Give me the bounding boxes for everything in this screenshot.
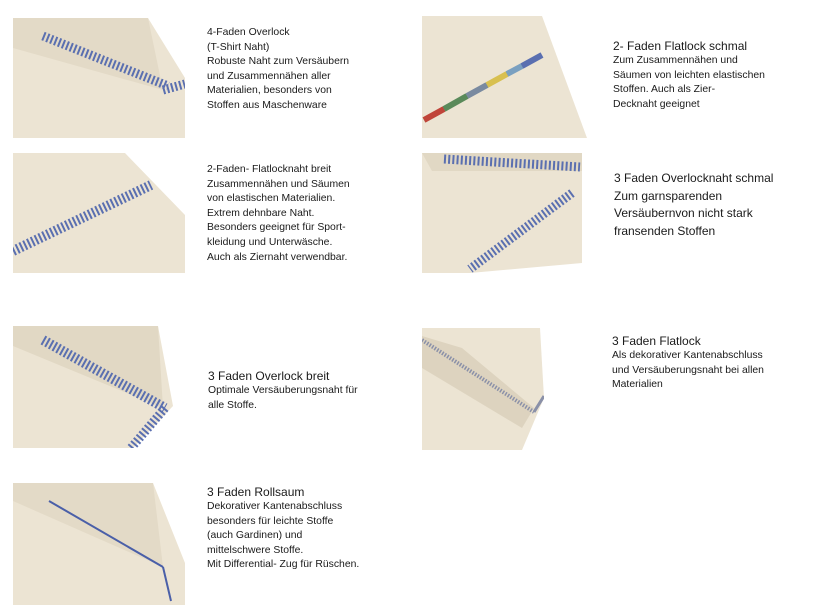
stitch-description [207, 163, 350, 265]
stitch-title: 3 Faden Rollsaum [207, 485, 305, 499]
fabric-swatch-image [422, 16, 587, 138]
description-line: und Zusammennähen aller [207, 70, 331, 82]
description-line: Stoffen. Auch als Zier- [613, 84, 716, 96]
description-line: Mit Differential- Zug für Rüschen. [207, 559, 360, 571]
fabric-swatch-image [422, 153, 587, 273]
description-line: (auch Gardinen) und [207, 530, 303, 542]
stitch-title: 3 Faden Overlock breit [208, 369, 330, 383]
description-line: Zum garnsparenden [614, 188, 723, 203]
fabric-swatch-image [13, 153, 185, 273]
description-line: Besonders geeignet für Sport- [207, 222, 346, 234]
fabric-swatch-image [13, 483, 185, 605]
description-line: Decknaht geeignet [613, 98, 700, 110]
description-line: und Versäuberungsnaht bei allen [612, 364, 764, 376]
description-line: Optimale Versäuberungsnaht für [208, 385, 358, 396]
stitch-title: 3 Faden Flatlock [612, 334, 701, 348]
description-line: Als dekorativer Kantenabschluss [612, 350, 763, 361]
description-line: kleidung und Unterwäsche. [207, 236, 333, 248]
fabric-swatch-image [13, 326, 185, 448]
description-line: Zusammennähen und Säumen [207, 178, 350, 190]
stitch-description [614, 170, 773, 240]
description-line: 2-Faden- Flatlocknaht breit [207, 164, 332, 175]
fabric-swatch-image [422, 328, 544, 450]
stitch-title: 2- Faden Flatlock schmal [613, 39, 748, 53]
description-line: Zum Zusammennähen und [613, 55, 738, 66]
description-line: mittelschwere Stoffe. [207, 544, 304, 556]
description-line: Materialien, besonders von [207, 85, 332, 97]
stitch-description [207, 485, 359, 573]
description-line: fransenden Stoffen [614, 223, 716, 238]
stitch-description [207, 26, 349, 114]
description-line: 4-Faden Overlock [207, 27, 290, 38]
description-line: Stoffen aus Maschenware [207, 99, 327, 111]
description-line: Säumen von leichten elastischen [613, 69, 765, 81]
description-line: Dekorativer Kantenabschluss [207, 501, 343, 512]
description-line: Extrem dehnbare Naht. [207, 207, 315, 219]
stitch-description [208, 369, 358, 413]
description-line: Robuste Naht zum Versäubern [207, 56, 350, 68]
description-line: von elastischen Materialien. [207, 193, 336, 205]
description-line: Versäubernvon nicht stark [614, 206, 753, 220]
description-line: Auch als Ziernaht verwendbar. [207, 251, 348, 263]
description-line: (T-Shirt Naht) [207, 41, 270, 53]
description-line: 3 Faden Overlocknaht schmal [614, 171, 774, 185]
stitch-description [612, 334, 764, 393]
description-line: Materialien [612, 379, 663, 391]
description-line: alle Stoffe. [208, 399, 257, 411]
fabric-swatch-image [13, 18, 185, 138]
stitch-description [613, 39, 765, 112]
description-line: besonders für leichte Stoffe [207, 515, 334, 527]
